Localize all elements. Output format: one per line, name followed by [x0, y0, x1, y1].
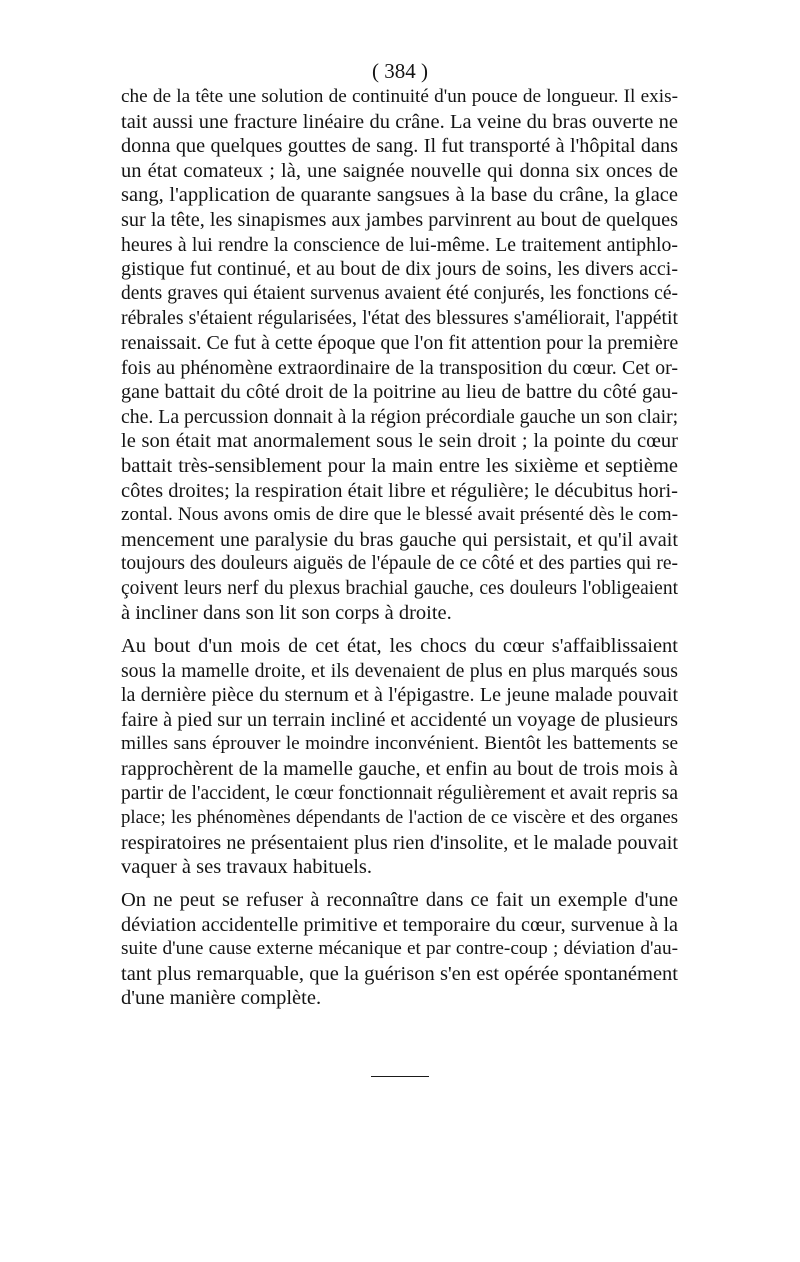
text-line: la dernière pièce du sternum et à l'épigastre. Le jeune malade pouvait [121, 684, 678, 707]
text-line: milles sans éprouver le moindre inconvénient. Bientôt les battements se [121, 733, 678, 755]
text-line: d'une manière complète. [121, 987, 322, 1010]
text-line: le son était mat anormalement sous le sein droit ; la pointe du cœur [121, 430, 678, 453]
text-line: un état comateux ; là, une saignée nouvelle qui donna six onces de [121, 159, 678, 182]
text-line: faire à pied sur un terrain incliné et accidenté un voyage de plusieurs [121, 708, 678, 731]
text-line: à incliner dans son lit son corps à droite. [121, 602, 452, 625]
text-line: fois au phénomène extraordinaire de la transposition du cœur. Cet or- [121, 356, 678, 379]
text-line: rébrales s'étaient régularisées, l'état des blessures s'améliorait, l'appétit [121, 307, 678, 330]
text-line: place; les phénomènes dépendants de l'action de ce viscère et des organes [121, 807, 678, 829]
text-line: che. La percussion donnait à la région précordiale gauche un son clair; [121, 405, 679, 428]
text-line: mencement une paralysie du bras gauche qui persistait, et qu'il avait [121, 528, 678, 551]
text-line: donna que quelques gouttes de sang. Il fut transporté à l'hôpital dans [121, 135, 678, 158]
text-line: zontal. Nous avons omis de dire que le blessé avait présenté dès le com- [121, 504, 678, 526]
text-line: che de la tête une solution de continuité d'un pouce de longueur. Il exis- [121, 86, 678, 107]
paragraph [121, 85, 678, 626]
text-line: gistique fut continué, et au bout de dix jours de soins, les divers acci- [121, 258, 678, 281]
text-line: On ne peut se refuser à reconnaître dans ce fait un exemple d'une [121, 889, 678, 911]
text-line: heures à lui rendre la conscience de lui-même. Le traitement antiphlo- [121, 233, 678, 256]
text-line: çoivent leurs nerf du plexus brachial gauche, ces douleurs l'obligeaient [121, 577, 678, 599]
section-end-rule [371, 1076, 429, 1077]
text-line: tait aussi une fracture linéaire du crâne. La veine du bras ouverte ne [121, 110, 678, 133]
text-line: sous la mamelle droite, et ils devenaient de plus en plus marqués sous [121, 659, 678, 682]
text-line: respiratoires ne présentaient plus rien d'insolite, et le malade pouvait [121, 831, 678, 854]
text-line: battait très-sensiblement pour la main entre les sixième et septième [121, 454, 678, 477]
text-line: sang, l'application de quarante sangsues à la base du crâne, la glace [121, 184, 678, 207]
page-number: ( 384 ) [372, 59, 428, 83]
body-text [121, 85, 678, 1011]
text-line: gane battait du côté droit de la poitrine au lieu de battre du côté gau- [121, 381, 678, 404]
text-line: suite d'une cause externe mécanique et par contre-coup ; déviation d'au- [121, 938, 678, 960]
paragraph [121, 634, 678, 880]
text-line: partir de l'accident, le cœur fonctionnait régulièrement et avait repris sa [121, 782, 678, 804]
text-line: Au bout d'un mois de cet état, les chocs du cœur s'affaiblissaient [121, 635, 678, 658]
text-line: rapprochèrent de la mamelle gauche, et enfin au bout de trois mois à [121, 758, 678, 781]
text-line: côtes droites; la respiration était libre et régulière; le décubitus hori- [121, 479, 678, 502]
text-line: tant plus remarquable, que la guérison s'en est opérée spontanément [121, 962, 678, 985]
text-line: dents graves qui étaient survenus avaient été conjurés, les fonctions cé- [121, 282, 678, 304]
text-line: déviation accidentelle primitive et temporaire du cœur, survenue à la [121, 913, 678, 936]
paragraph [121, 888, 678, 1011]
text-line: sur la tête, les sinapismes aux jambes parvinrent au bout de quelques [121, 208, 678, 231]
text-line: toujours des douleurs aiguës de l'épaule de ce côté et des parties qui re- [121, 553, 678, 575]
text-line: renaissait. Ce fut à cette époque que l'on fit attention pour la première [121, 331, 679, 354]
text-line: vaquer à ses travaux habituels. [121, 856, 373, 879]
